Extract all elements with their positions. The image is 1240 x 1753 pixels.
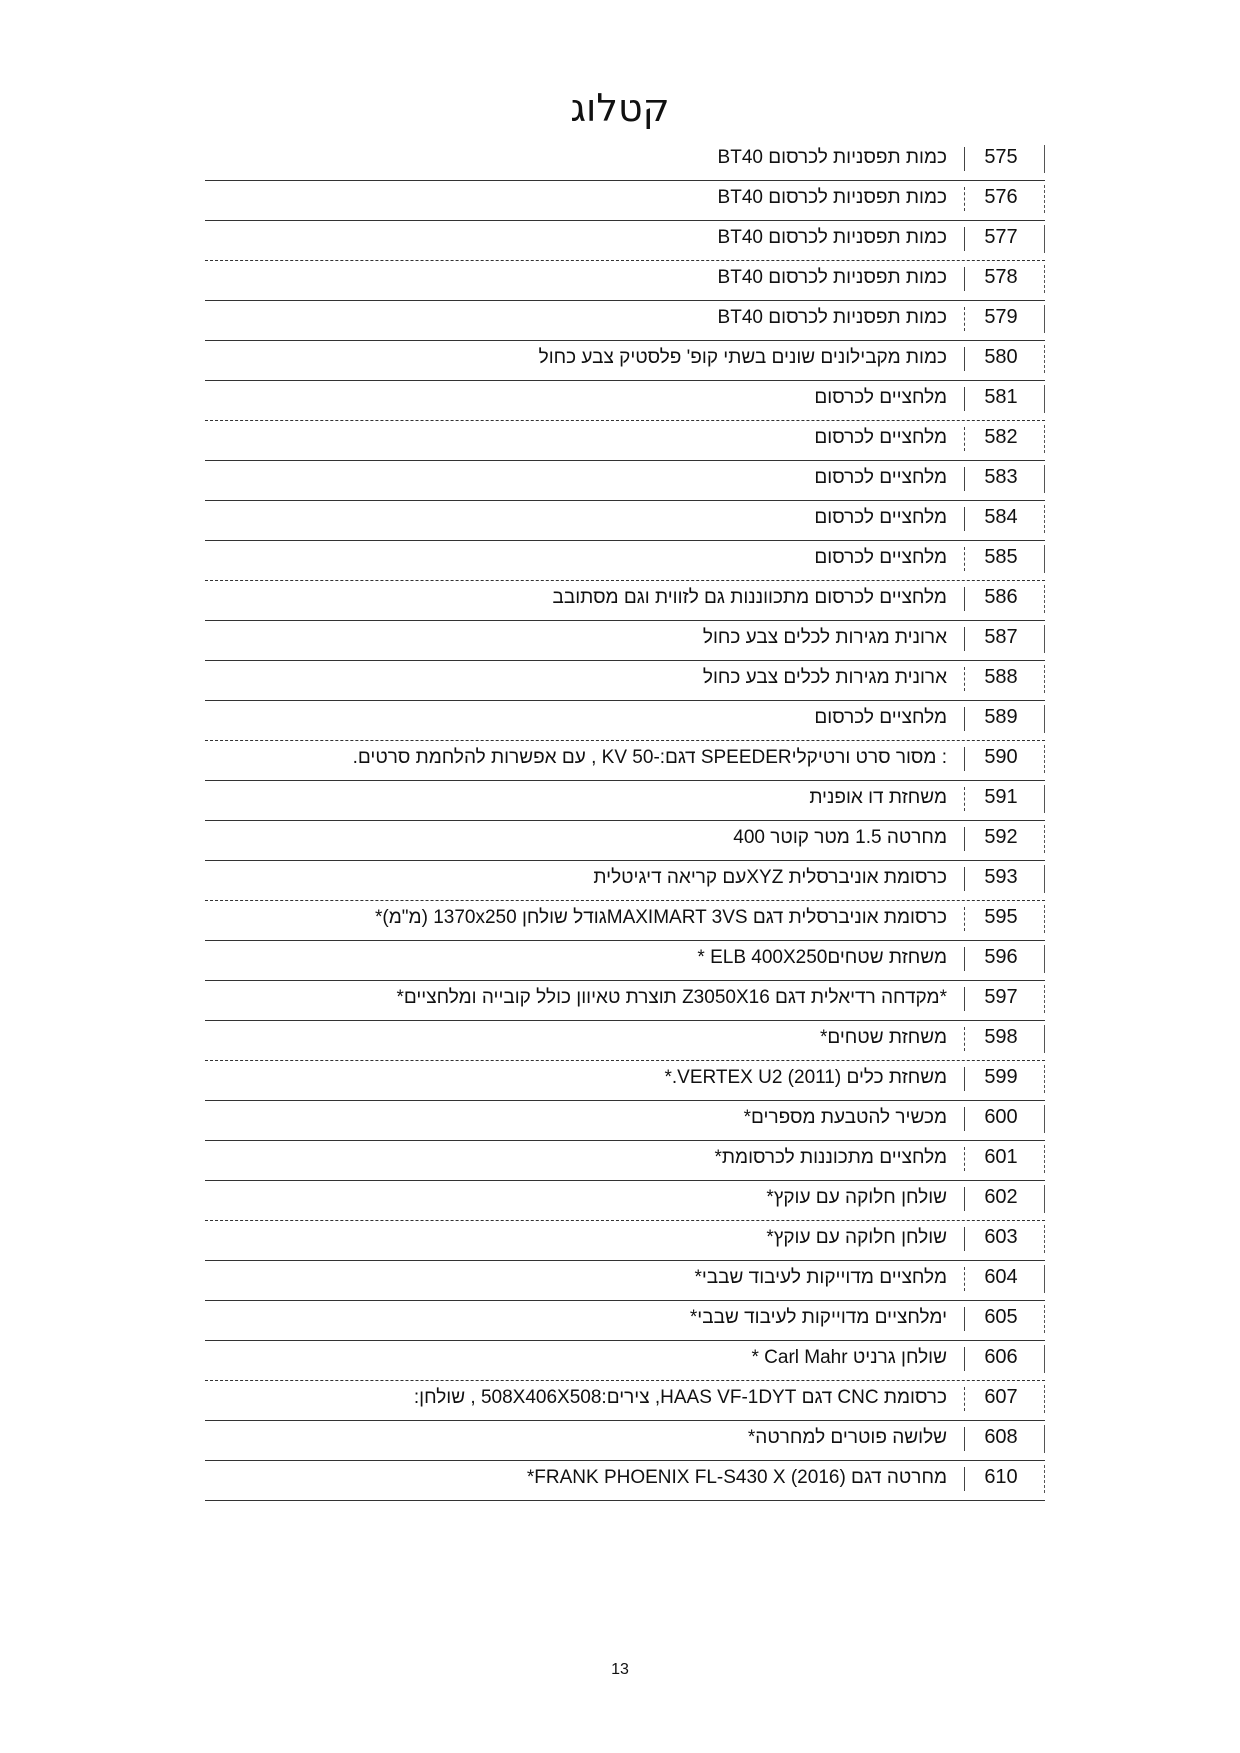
item-description: כמות תפסניות לכרסום BT40	[717, 147, 947, 168]
column-divider	[964, 987, 965, 1011]
page-title: קטלוג	[570, 86, 670, 130]
item-description: שולחן חלוקה עם עוקץ*	[766, 1227, 947, 1248]
item-description: מחרטה דגם FRANK PHOENIX FL-S430 X (2016)*	[526, 1467, 947, 1488]
item-number: 582	[984, 426, 1018, 448]
item-description: כרסומת אוניברסלית דגם MAXIMART 3VSגודל שולחן 1370x250 (מ"מ)*	[375, 907, 947, 928]
catalog-row	[205, 661, 1045, 701]
item-number: 586	[984, 586, 1018, 608]
item-number: 580	[984, 346, 1018, 368]
column-divider	[964, 1307, 965, 1331]
catalog-row	[205, 501, 1045, 541]
column-divider	[964, 587, 965, 611]
item-number: 605	[984, 1306, 1018, 1328]
table-edge	[1044, 745, 1045, 773]
item-description: משחזת דו אופנית	[809, 787, 947, 808]
catalog-row	[205, 1421, 1045, 1461]
table-edge	[1044, 465, 1045, 493]
catalog-row	[205, 541, 1045, 581]
catalog-row	[205, 901, 1045, 941]
item-description: ארונית מגירות לכלים צבע כחול	[702, 667, 947, 688]
column-divider	[964, 947, 965, 971]
table-edge	[1044, 345, 1045, 373]
column-divider	[964, 1267, 965, 1291]
table-edge	[1044, 225, 1045, 253]
table-edge	[1044, 1105, 1045, 1133]
table-edge	[1044, 1345, 1045, 1373]
item-description: מלחציים לכרסום	[814, 387, 947, 408]
item-description: כרסומת אוניברסלית XYZעם קריאה דיגיטלית	[593, 867, 947, 888]
column-divider	[964, 627, 965, 651]
item-number: 596	[984, 946, 1018, 968]
table-edge	[1044, 625, 1045, 653]
table-edge	[1044, 865, 1045, 893]
catalog-row	[205, 1181, 1045, 1221]
item-number: 583	[984, 466, 1018, 488]
column-divider	[964, 1347, 965, 1371]
item-number: 576	[984, 186, 1018, 208]
table-edge	[1044, 1425, 1045, 1453]
table-edge	[1044, 545, 1045, 573]
table-edge	[1044, 425, 1045, 453]
column-divider	[964, 1027, 965, 1051]
item-number: 584	[984, 506, 1018, 528]
column-divider	[964, 427, 965, 451]
catalog-row	[205, 141, 1045, 181]
table-edge	[1044, 505, 1045, 533]
catalog-row	[205, 421, 1045, 461]
table-edge	[1044, 1465, 1045, 1493]
table-edge	[1044, 945, 1045, 973]
item-description: כמות תפסניות לכרסום BT40	[717, 187, 947, 208]
item-description: מלחציים לכרסום	[814, 427, 947, 448]
column-divider	[964, 1147, 965, 1171]
table-edge	[1044, 185, 1045, 213]
item-description: ארונית מגירות לכלים צבע כחול	[702, 627, 947, 648]
column-divider	[964, 1227, 965, 1251]
item-description: מלחציים לכרסום	[814, 707, 947, 728]
item-number: 593	[984, 866, 1018, 888]
catalog-row	[205, 821, 1045, 861]
item-description: מלחציים מדוייקות לעיבוד שבבי*	[694, 1267, 947, 1288]
item-number: 578	[984, 266, 1018, 288]
item-description: ימלחציים מדוייקות לעיבוד שבבי*	[689, 1307, 947, 1328]
catalog-row	[205, 981, 1045, 1021]
column-divider	[964, 147, 965, 171]
item-number: 599	[984, 1066, 1018, 1088]
item-number: 585	[984, 546, 1018, 568]
item-description: כמות תפסניות לכרסום BT40	[717, 307, 947, 328]
table-edge	[1044, 1145, 1045, 1173]
item-number: 600	[984, 1106, 1018, 1128]
item-description: משחזת כלים VERTEX U2 (2011).*	[664, 1067, 947, 1088]
catalog-row	[205, 1301, 1045, 1341]
item-description: מחרטה 1.5 מטר קוטר 400	[733, 827, 947, 848]
item-number: 610	[984, 1466, 1018, 1488]
column-divider	[964, 827, 965, 851]
column-divider	[964, 1427, 965, 1451]
column-divider	[964, 387, 965, 411]
item-number: 591	[984, 786, 1018, 808]
catalog-table	[205, 141, 1045, 1501]
table-edge	[1044, 265, 1045, 293]
column-divider	[964, 547, 965, 571]
item-number: 604	[984, 1266, 1018, 1288]
column-divider	[964, 307, 965, 331]
catalog-row	[205, 581, 1045, 621]
table-edge	[1044, 145, 1045, 173]
catalog-row	[205, 1261, 1045, 1301]
item-description: מלחציים לכרסום	[814, 467, 947, 488]
column-divider	[964, 187, 965, 211]
table-edge	[1044, 985, 1045, 1013]
catalog-row	[205, 861, 1045, 901]
catalog-row	[205, 181, 1045, 221]
item-description: כמות תפסניות לכרסום BT40	[717, 227, 947, 248]
column-divider	[964, 1107, 965, 1131]
catalog-row	[205, 381, 1045, 421]
catalog-row	[205, 301, 1045, 341]
catalog-row	[205, 1461, 1045, 1501]
item-number: 603	[984, 1226, 1018, 1248]
table-edge	[1044, 585, 1045, 613]
catalog-row	[205, 1101, 1045, 1141]
item-description: משחזת שטחים*	[819, 1027, 947, 1048]
column-divider	[964, 507, 965, 531]
table-edge	[1044, 385, 1045, 413]
catalog-row	[205, 341, 1045, 381]
column-divider	[964, 1067, 965, 1091]
row-separator	[205, 1500, 1045, 1501]
item-number: 589	[984, 706, 1018, 728]
item-number: 592	[984, 826, 1018, 848]
item-number: 606	[984, 1346, 1018, 1368]
column-divider	[964, 707, 965, 731]
catalog-row	[205, 1061, 1045, 1101]
column-divider	[964, 347, 965, 371]
catalog-row	[205, 781, 1045, 821]
table-edge	[1044, 825, 1045, 853]
item-description: מלחציים מתכוננות לכרסומת*	[714, 1147, 947, 1168]
catalog-row	[205, 221, 1045, 261]
column-divider	[964, 267, 965, 291]
item-number: 598	[984, 1026, 1018, 1048]
item-number: 590	[984, 746, 1018, 768]
item-description: מלחציים לכרסום	[814, 507, 947, 528]
column-divider	[964, 747, 965, 771]
item-number: 597	[984, 986, 1018, 1008]
table-edge	[1044, 905, 1045, 933]
item-number: 579	[984, 306, 1018, 328]
item-number: 601	[984, 1146, 1018, 1168]
item-description: מלחציים לכרסום	[814, 547, 947, 568]
item-number: 575	[984, 146, 1018, 168]
catalog-row	[205, 741, 1045, 781]
item-description: מלחציים לכרסום מתכווננות גם לזווית וגם מסתובב	[552, 587, 947, 608]
item-description: שולחן חלוקה עם עוקץ*	[766, 1187, 947, 1208]
catalog-row	[205, 701, 1045, 741]
catalog-row	[205, 1221, 1045, 1261]
item-description: שולחן גרניט Carl Mahr *	[751, 1347, 947, 1368]
catalog-row	[205, 261, 1045, 301]
page-number: 13	[611, 1661, 629, 1678]
column-divider	[964, 787, 965, 811]
item-description: כמות תפסניות לכרסום BT40	[717, 267, 947, 288]
catalog-row	[205, 461, 1045, 501]
table-edge	[1044, 785, 1045, 813]
table-edge	[1044, 705, 1045, 733]
column-divider	[964, 867, 965, 891]
item-description: משחזת שטחיםELB 400X250 *	[697, 947, 947, 968]
column-divider	[964, 907, 965, 931]
item-number: 581	[984, 386, 1018, 408]
table-edge	[1044, 1185, 1045, 1213]
table-edge	[1044, 1025, 1045, 1053]
item-number: 602	[984, 1186, 1018, 1208]
item-number: 595	[984, 906, 1018, 928]
column-divider	[964, 1387, 965, 1411]
item-number: 607	[984, 1386, 1018, 1408]
item-description: מכשיר להטבעת מספרים*	[743, 1107, 947, 1128]
catalog-row	[205, 1021, 1045, 1061]
item-description: כרסומת CNC דגם HAAS VF-1DYT, צירים:508X406X508 , שולחן:	[413, 1387, 947, 1408]
table-edge	[1044, 1305, 1045, 1333]
column-divider	[964, 227, 965, 251]
column-divider	[964, 667, 965, 691]
item-number: 577	[984, 226, 1018, 248]
item-description: שלושה פוטרים למחרטה*	[747, 1427, 947, 1448]
catalog-row	[205, 1141, 1045, 1181]
item-description: *מקדחה רדיאלית דגם Z3050X16 תוצרת טאיוון כולל קובייה ומלחציים*	[396, 987, 947, 1008]
item-number: 587	[984, 626, 1018, 648]
table-edge	[1044, 1265, 1045, 1293]
item-number: 588	[984, 666, 1018, 688]
table-edge	[1044, 665, 1045, 693]
column-divider	[964, 467, 965, 491]
table-edge	[1044, 1385, 1045, 1413]
table-edge	[1044, 305, 1045, 333]
column-divider	[964, 1187, 965, 1211]
item-description: כמות מקבילונים שונים בשתי קופ' פלסטיק צבע כחול	[538, 347, 947, 368]
catalog-row	[205, 941, 1045, 981]
catalog-row	[205, 1381, 1045, 1421]
item-description: : מסור סרט ורטיקליSPEEDER דגם:-KV 50 , עם אפשרות להלחמת סרטים.	[352, 747, 947, 768]
item-number: 608	[984, 1426, 1018, 1448]
column-divider	[964, 1467, 965, 1491]
catalog-row	[205, 621, 1045, 661]
table-edge	[1044, 1225, 1045, 1253]
catalog-row	[205, 1341, 1045, 1381]
table-edge	[1044, 1065, 1045, 1093]
